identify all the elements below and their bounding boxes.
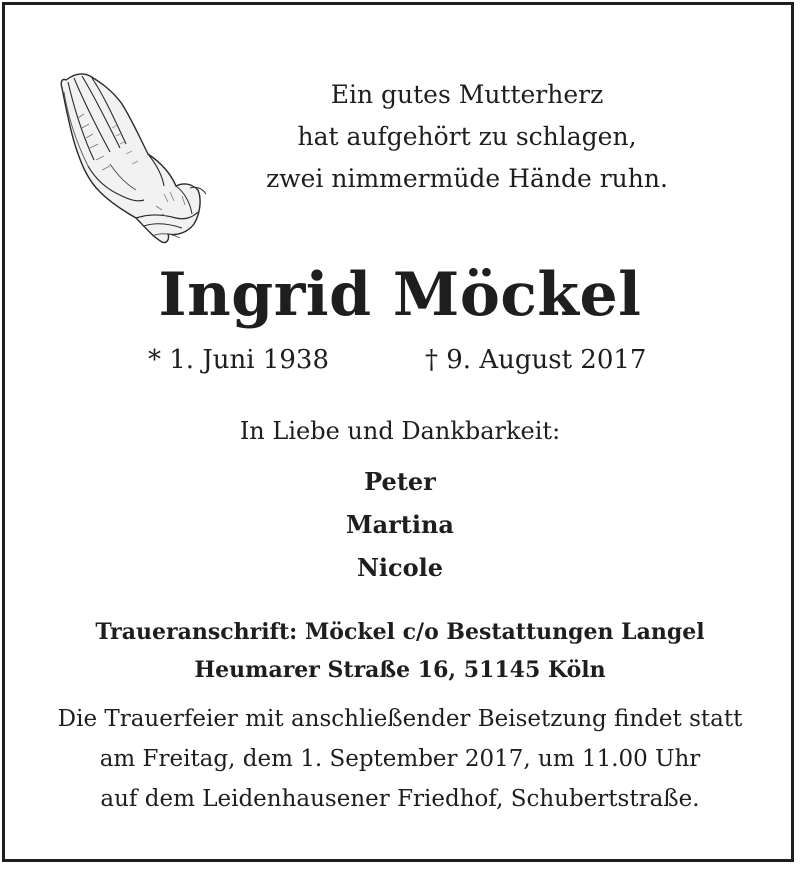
birth-date: * 1. Juni 1938 (148, 345, 329, 375)
service-line-2: am Freitag, dem 1. September 2017, um 11.00 Uhr (99, 746, 701, 772)
mourning-address-line-1: Traueranschrift: Möckel c/o Bestattungen Langel (95, 619, 705, 645)
mourner-name: Peter (364, 467, 436, 496)
service-line-1: Die Trauerfeier mit anschließender Beisetzung findet statt (57, 706, 743, 732)
death-date: † 9. August 2017 (425, 345, 647, 375)
service-line-3: auf dem Leidenhausener Friedhof, Schubertstraße. (100, 786, 700, 812)
deceased-name: Ingrid Möckel (158, 260, 642, 330)
poem-line-1: Ein gutes Mutterherz (330, 80, 604, 109)
praying-hands-icon (52, 68, 212, 248)
mourning-address-line-2: Heumarer Straße 16, 51145 Köln (194, 657, 606, 683)
mourner-name: Nicole (356, 553, 444, 582)
poem-line-2: hat aufgehört zu schlagen, (297, 122, 637, 151)
mourner-name: Martina (346, 510, 454, 539)
poem-line-3: zwei nimmermüde Hände ruhn. (266, 164, 668, 193)
thanks-line: In Liebe und Dankbarkeit: (239, 417, 561, 445)
